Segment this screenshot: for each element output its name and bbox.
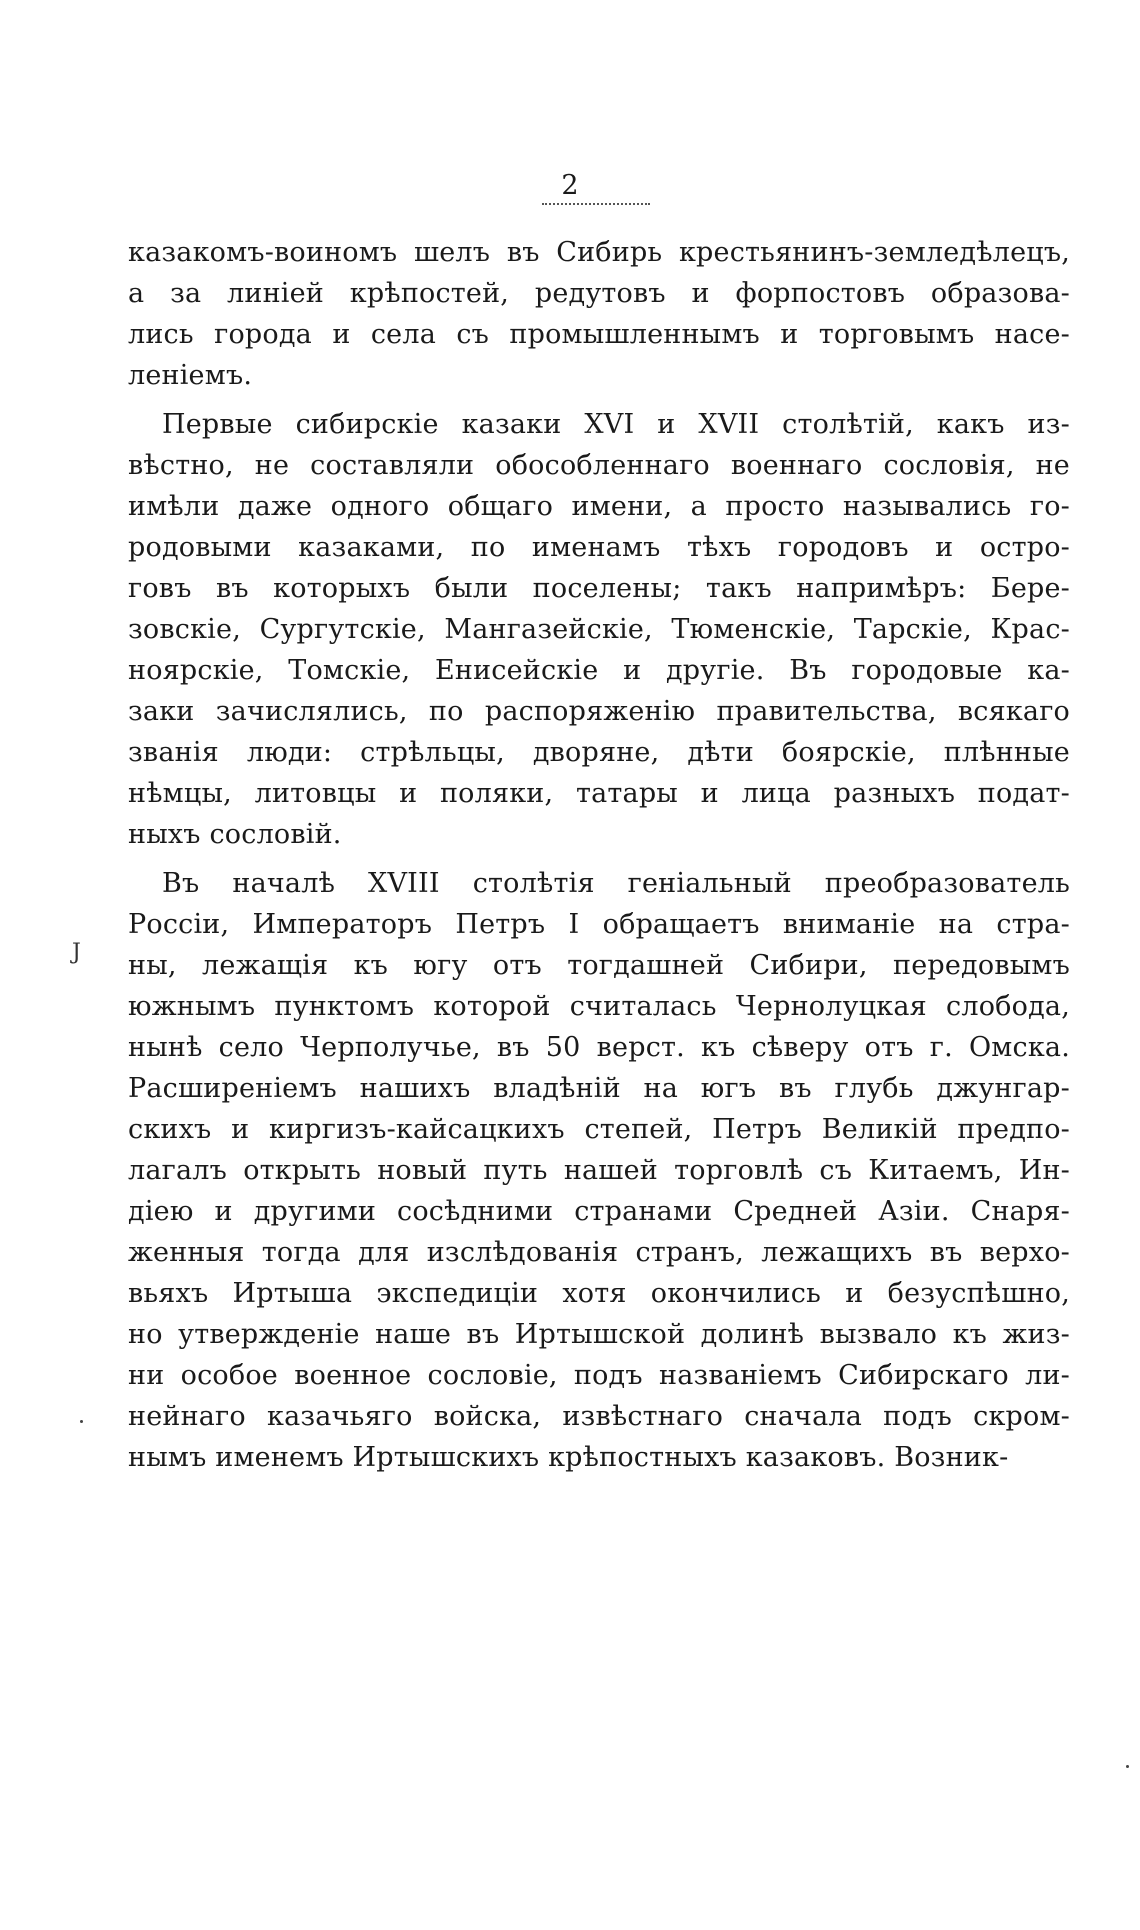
text-line: діею и другими сосѣдними странами Средней Азіи. Снаря-: [128, 1196, 1070, 1227]
text-line: Первые сибирскіе казаки XVI и XVII столѣтій, какъ из-: [162, 409, 1070, 440]
text-line: лись города и села съ промышленнымъ и торговымъ насе-: [128, 319, 1070, 350]
text-line: имѣли даже одного общаго имени, а просто назывались го-: [128, 491, 1070, 522]
text-line: говъ въ которыхъ были поселены; такъ напримѣръ: Бере-: [128, 573, 1070, 604]
text-line: казакомъ-воиномъ шелъ въ Сибирь крестьянинъ-земледѣлецъ,: [128, 237, 1070, 268]
print-speck: [1126, 1765, 1129, 1768]
page-number-rule: [542, 203, 650, 205]
text-line: Россіи, Императоръ Петръ I обращаетъ вниманіе на стра-: [128, 909, 1070, 940]
text-line: Расширеніемъ нашихъ владѣній на югъ въ глубь джунгар-: [128, 1073, 1070, 1104]
text-line: нейнаго казачьяго войска, извѣстнаго сначала подъ скром-: [128, 1401, 1070, 1432]
text-line: заки зачислялись, по распоряженію правительства, всякаго: [128, 696, 1070, 727]
text-line: зовскіе, Сургутскіе, Мангазейскіе, Тюменскіе, Тарскіе, Крас-: [128, 614, 1070, 645]
body-text: [128, 232, 1070, 1478]
text-line: родовыми казаками, по именамъ тѣхъ городовъ и остро-: [128, 532, 1070, 563]
text-line: лагалъ открыть новый путь нашей торговлѣ съ Китаемъ, Ин-: [128, 1155, 1070, 1186]
paragraph-2: [128, 404, 1070, 855]
paragraph-1: [128, 232, 1070, 396]
text-line: ныхъ сословій.: [128, 819, 342, 850]
text-line: вьяхъ Иртыша экспедиціи хотя окончились и безуспѣшно,: [128, 1278, 1070, 1309]
text-line: а за линіей крѣпостей, редутовъ и форпостовъ образова-: [128, 278, 1070, 309]
text-line: нымъ именемъ Иртышскихъ крѣпостныхъ казаковъ. Возник-: [128, 1442, 1009, 1473]
margin-mark: J: [72, 940, 81, 965]
text-line: скихъ и киргизъ-кайсацкихъ степей, Петръ Великій предпо-: [128, 1114, 1070, 1145]
paragraph-gap: [128, 855, 1070, 863]
text-line: нѣмцы, литовцы и поляки, татары и лица разныхъ подат-: [128, 778, 1070, 809]
text-line: но утвержденіе наше въ Иртышской долинѣ вызвало къ жиз-: [128, 1319, 1070, 1350]
print-speck: [80, 1420, 83, 1423]
paragraph-gap: [128, 396, 1070, 404]
text-line: званія люди: стрѣльцы, дворяне, дѣти боярскіе, плѣнные: [128, 737, 1070, 768]
text-line: южнымъ пунктомъ которой считалась Чернолуцкая слобода,: [128, 991, 1070, 1022]
text-line: леніемъ.: [128, 360, 253, 391]
page-number: 2: [561, 170, 579, 201]
text-line: вѣстно, не составляли обособленнаго военнаго сословія, не: [128, 450, 1070, 481]
text-line: ни особое военное сословіе, подъ названіемъ Сибирскаго ли-: [128, 1360, 1070, 1391]
paragraph-3: [128, 863, 1070, 1478]
text-line: нынѣ село Черполучье, въ 50 верст. къ сѣверу отъ г. Омска.: [128, 1032, 1070, 1063]
text-line: ны, лежащія къ югу отъ тогдашней Сибири, передовымъ: [128, 950, 1070, 981]
text-line: Въ началѣ XVIII столѣтія геніальный преобразователь: [162, 868, 1070, 899]
text-line: женныя тогда для изслѣдованія странъ, лежащихъ въ верхо-: [128, 1237, 1070, 1268]
text-line: ноярскіе, Томскіе, Енисейскіе и другіе. Въ городовые ка-: [128, 655, 1070, 686]
